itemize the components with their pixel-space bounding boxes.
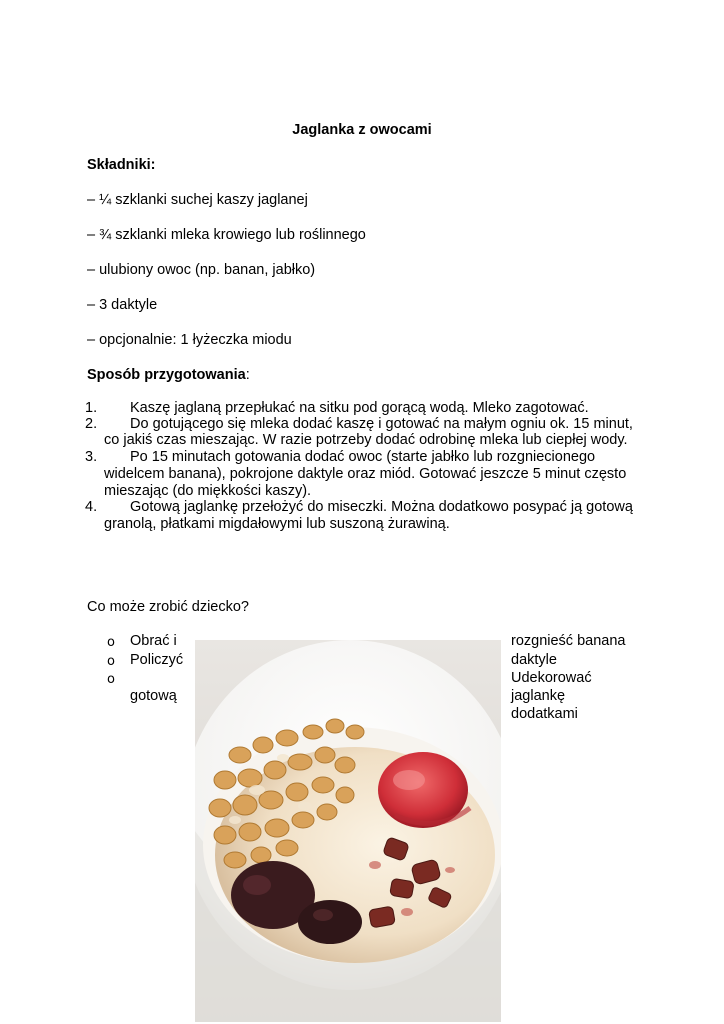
bullet-icon: o xyxy=(107,654,115,669)
ingredients-heading: Składniki: xyxy=(87,157,156,173)
step-text: Do gotującego się mleka dodać kaszę i gotować na małym ogniu ok. 15 minut, xyxy=(130,416,633,432)
step-text: Kaszę jaglaną przepłukać na sitku pod gorącą wodą. Mleko zagotować. xyxy=(130,400,589,416)
kid-question: Co może zrobić dziecko? xyxy=(87,599,249,615)
step-text: co jakiś czas mieszając. W razie potrzeby dodać odrobinę mleka lub ciepłej wody. xyxy=(104,432,628,448)
bullet-icon: o xyxy=(107,672,115,687)
kid-task-right: Udekorować xyxy=(511,670,592,686)
ingredient-item: – opcjonalnie: 1 łyżeczka miodu xyxy=(87,332,292,348)
step-text: widelcem banana), pokrojone daktyle oraz miód. Gotować jeszcze 5 minut często xyxy=(104,466,627,482)
kid-task-right: dodatkami xyxy=(511,706,578,722)
method-heading-colon: : xyxy=(245,367,250,383)
kid-task-right: jaglankę xyxy=(511,688,566,704)
kid-task-right: daktyle xyxy=(511,652,557,668)
document-title: Jaglanka z owocami xyxy=(292,122,432,138)
ingredient-item: – ulubiony owoc (np. banan, jabłko) xyxy=(87,262,316,278)
step-text: Po 15 minutach gotowania dodać owoc (starte jabłko lub rozgniecionego xyxy=(130,449,596,465)
step-text: mieszając (do miękkości kaszy). xyxy=(104,483,312,499)
ingredient-item: – ¼ szklanki suchej kaszy jaglanej xyxy=(87,192,308,208)
ingredient-item: – 3 daktyle xyxy=(87,297,158,313)
step-number: 4. xyxy=(85,499,98,515)
ingredient-item: – ¾ szklanki mleka krowiego lub roślinnego xyxy=(87,227,366,243)
step-text: granolą, płatkami migdałowymi lub suszoną żurawiną. xyxy=(104,516,450,532)
step-number: 1. xyxy=(85,400,98,416)
step-number: 2. xyxy=(85,416,98,432)
kid-task-right: rozgnieść banana xyxy=(511,633,626,649)
kid-task-left: gotową xyxy=(130,688,177,704)
bullet-icon: o xyxy=(107,635,115,650)
step-number: 3. xyxy=(85,449,98,465)
method-heading xyxy=(87,367,250,383)
porridge-photo xyxy=(195,640,501,1022)
kid-task-left: Obrać i xyxy=(130,633,177,649)
kid-task-left: Policzyć xyxy=(130,652,184,668)
step-text: Gotową jaglankę przełożyć do miseczki. Można dodatkowo posypać ją gotową xyxy=(130,499,633,515)
method-heading-text: Sposób przygotowania xyxy=(87,367,246,383)
